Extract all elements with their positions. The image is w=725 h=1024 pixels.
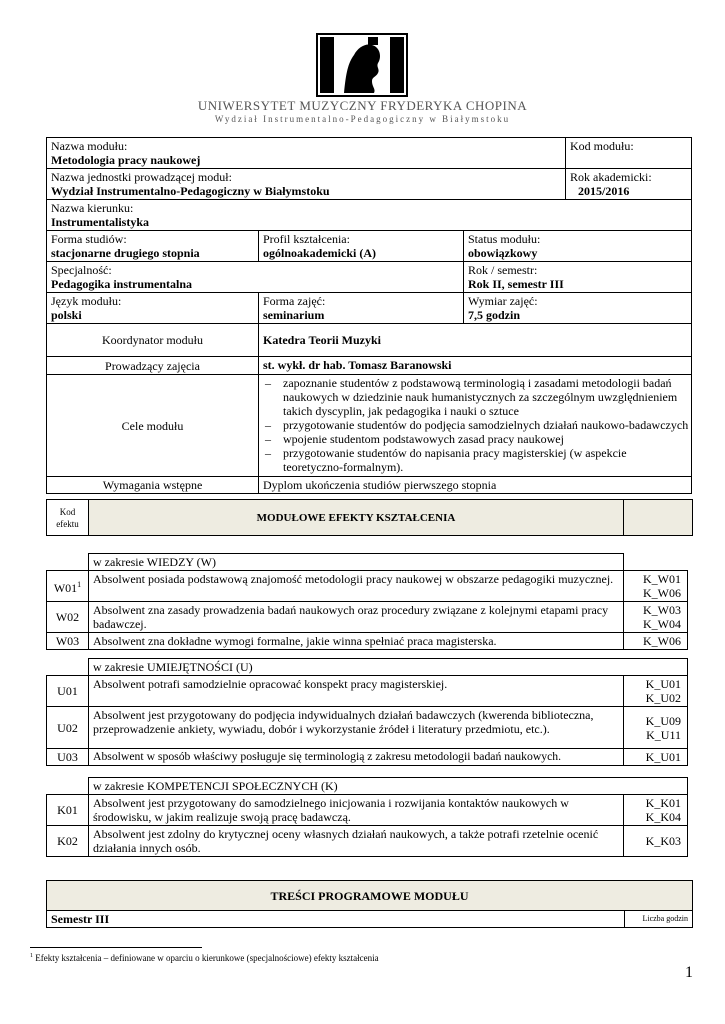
unit-label: Nazwa jednostki prowadzącej moduł: [51, 170, 232, 184]
outcome-text: Absolwent potrafi samodzielnie opracować konspekt pracy magisterskiej. [89, 676, 624, 707]
hours: 7,5 godzin [468, 308, 521, 322]
footnote-rule [30, 947, 202, 948]
requirements: Dyplom ukończenia studiów pierwszego stopnia [259, 477, 692, 494]
module-name-cell [47, 138, 566, 169]
outcome-code: U01 [47, 676, 89, 707]
knowledge-heading: w zakresie WIEDZY (W) [89, 554, 624, 571]
academic-year: 2015/2016 [578, 184, 630, 198]
outcome-code: W03 [47, 633, 89, 650]
outcome-text: Absolwent jest przygotowany do podjęcia indywidualnych działań badawczych (kwerenda biblioteczna, przeprowadzenie ankiety, wywiadu, dobór i wykorzystanie źródeł i literatury przedmiotu, etc.). [89, 707, 624, 749]
year-cell [566, 169, 692, 200]
competences-heading: w zakresie KOMPETENCJI SPOŁECZNYCH (K) [89, 778, 688, 795]
class-form-cell [259, 293, 464, 324]
outcome-code-text: W01 [53, 580, 78, 595]
outcome-text: Absolwent posiada podstawową znajomość metodologii pracy naukowej w obszarze pedagogiki muzycznej. [89, 571, 624, 602]
class-form-label: Forma zajęć: [263, 294, 326, 308]
outcome-refs: K_K01 K_K04 [624, 795, 688, 826]
status-label: Status modułu: [468, 232, 541, 246]
study-form: stacjonarne drugiego stopnia [51, 246, 200, 260]
semester: Rok II, semestr III [468, 277, 564, 291]
outcome-code: W02 [47, 602, 89, 633]
outcome-code: K01 [47, 795, 89, 826]
specialty-label: Specjalność: [51, 263, 112, 277]
outcomes-header-table [46, 499, 693, 536]
goals-label: Cele modułu [47, 375, 259, 477]
program-table [46, 880, 693, 928]
module-code-label: Kod modułu: [570, 139, 634, 153]
goals-list [261, 376, 689, 474]
hours-label: Wymiar zajęć: [468, 294, 538, 308]
outcome-refs: K_W03 K_W04 [624, 602, 688, 633]
outcome-code: K02 [47, 826, 89, 857]
footnote [30, 953, 379, 963]
footnote-ref: 1 [77, 579, 82, 589]
outcome-refs: K_W06 [624, 633, 688, 650]
competences-table [46, 777, 688, 857]
module-name-label: Nazwa modułu: [51, 139, 128, 153]
knowledge-table [46, 553, 688, 650]
module-status: obowiązkowy [468, 246, 538, 260]
outcome-text: Absolwent w sposób właściwy posługuje się terminologią z zakresu metodologii badań naukowych. [89, 749, 624, 766]
outcome-text: Absolwent zna dokładne wymogi formalne, jakie winna spełniać praca magisterska. [89, 633, 624, 650]
goal-item: – przygotowanie studentów do podjęcia samodzielnych działań naukowo-badawczych [261, 418, 689, 432]
program-semester: Semestr III [47, 911, 625, 928]
outcome-refs: K_W01 K_W06 [624, 571, 688, 602]
coordinator: Katedra Teorii Muzyki [259, 324, 692, 357]
direction-cell [47, 200, 692, 231]
outcome-text: Absolwent jest przygotowany do samodzielnego inicjowania i rozwijania kontaktów naukowych w środowisku, w jakim realizuje swoją pracę badawczą. [89, 795, 624, 826]
goal-item: – zapoznanie studentów z podstawową terminologią i zasadami metodologii badań naukowych w dziedzinie nauk humanistycznych za szczególnym uwzględnieniem takich dyscyplin, jak pedagogika i nauki o sztuce [261, 376, 689, 418]
outcome-code: U03 [47, 749, 89, 766]
outcomes-title: MODUŁOWE EFEKTY KSZTAŁCENIA [89, 500, 624, 536]
semester-cell [464, 262, 692, 293]
profile-label: Profil kształcenia: [263, 232, 350, 246]
teacher: st. wykł. dr hab. Tomasz Baranowski [259, 357, 692, 375]
goals-cell [259, 375, 692, 477]
semester-label: Rok / semestr: [468, 263, 538, 277]
teacher-label: Prowadzący zajęcia [47, 357, 259, 375]
requirements-label: Wymagania wstępne [47, 477, 259, 494]
university-name: UNIWERSYTET MUZYCZNY FRYDERYKA CHOPINA [197, 98, 528, 113]
unit-name: Wydział Instrumentalno-Pedagogiczny w Białymstoku [51, 184, 330, 198]
language-label: Język modułu: [51, 294, 122, 308]
module-info-table [46, 137, 692, 494]
outcome-refs: K_K03 [624, 826, 688, 857]
goal-item: – przygotowanie studentów do napisania pracy magisterskiej (w aspekcie teoretyczno-formalnym). [261, 446, 689, 474]
year-label: Rok akademicki: [570, 170, 652, 184]
outcome-refs: K_U01 [624, 749, 688, 766]
class-form: seminarium [263, 308, 325, 322]
direction-name: Instrumentalistyka [51, 215, 150, 229]
hours-count-label: Liczba godzin [625, 911, 693, 928]
module-name: Metodologia pracy naukowej [51, 153, 201, 167]
goal-item: – wpojenie studentom podstawowych zasad pracy naukowej [261, 432, 689, 446]
study-form-cell [47, 231, 259, 262]
study-form-label: Forma studiów: [51, 232, 127, 246]
university-logo [316, 33, 408, 97]
status-cell [464, 231, 692, 262]
hours-cell [464, 293, 692, 324]
direction-label: Nazwa kierunku: [51, 201, 134, 215]
skills-heading: w zakresie UMIEJĘTNOŚCI (U) [89, 659, 688, 676]
language-cell [47, 293, 259, 324]
outcome-code: U02 [47, 707, 89, 749]
program-title: TREŚCI PROGRAMOWE MODUŁU [47, 881, 693, 911]
page-number: 1 [685, 964, 693, 981]
footnote-mark: 1 [30, 953, 33, 959]
outcome-text: Absolwent jest zdolny do krytycznej oceny własnych działań naukowych, a także potrafi rzetelnie ocenić działania innych osób. [89, 826, 624, 857]
outcome-refs: K_U01 K_U02 [624, 676, 688, 707]
specialty: Pedagogika instrumentalna [51, 277, 193, 291]
coordinator-label: Koordynator modułu [47, 324, 259, 357]
module-code-cell [566, 138, 692, 169]
outcome-text: Absolwent zna zasady prowadzenia badań naukowych oraz procedury związane z kolejnymi etapami pracy badawczej. [89, 602, 624, 633]
profile-cell [259, 231, 464, 262]
language: polski [51, 308, 82, 322]
skills-table [46, 658, 688, 766]
specialty-cell [47, 262, 464, 293]
footnote-text: Efekty kształcenia – definiowane w oparciu o kierunkowe (specjalnościowe) efekty kształcenia [35, 953, 379, 963]
outcome-code [47, 571, 89, 602]
profile: ogólnoakademicki (A) [263, 246, 377, 260]
faculty-name: Wydział Instrumentalno-Pedagogiczny w Białymstoku [214, 114, 511, 124]
outcome-refs: K_U09 K_U11 [624, 707, 688, 749]
code-column-header: Kod efektu [47, 500, 89, 536]
unit-cell [47, 169, 566, 200]
outcomes-header-refs [624, 500, 693, 536]
